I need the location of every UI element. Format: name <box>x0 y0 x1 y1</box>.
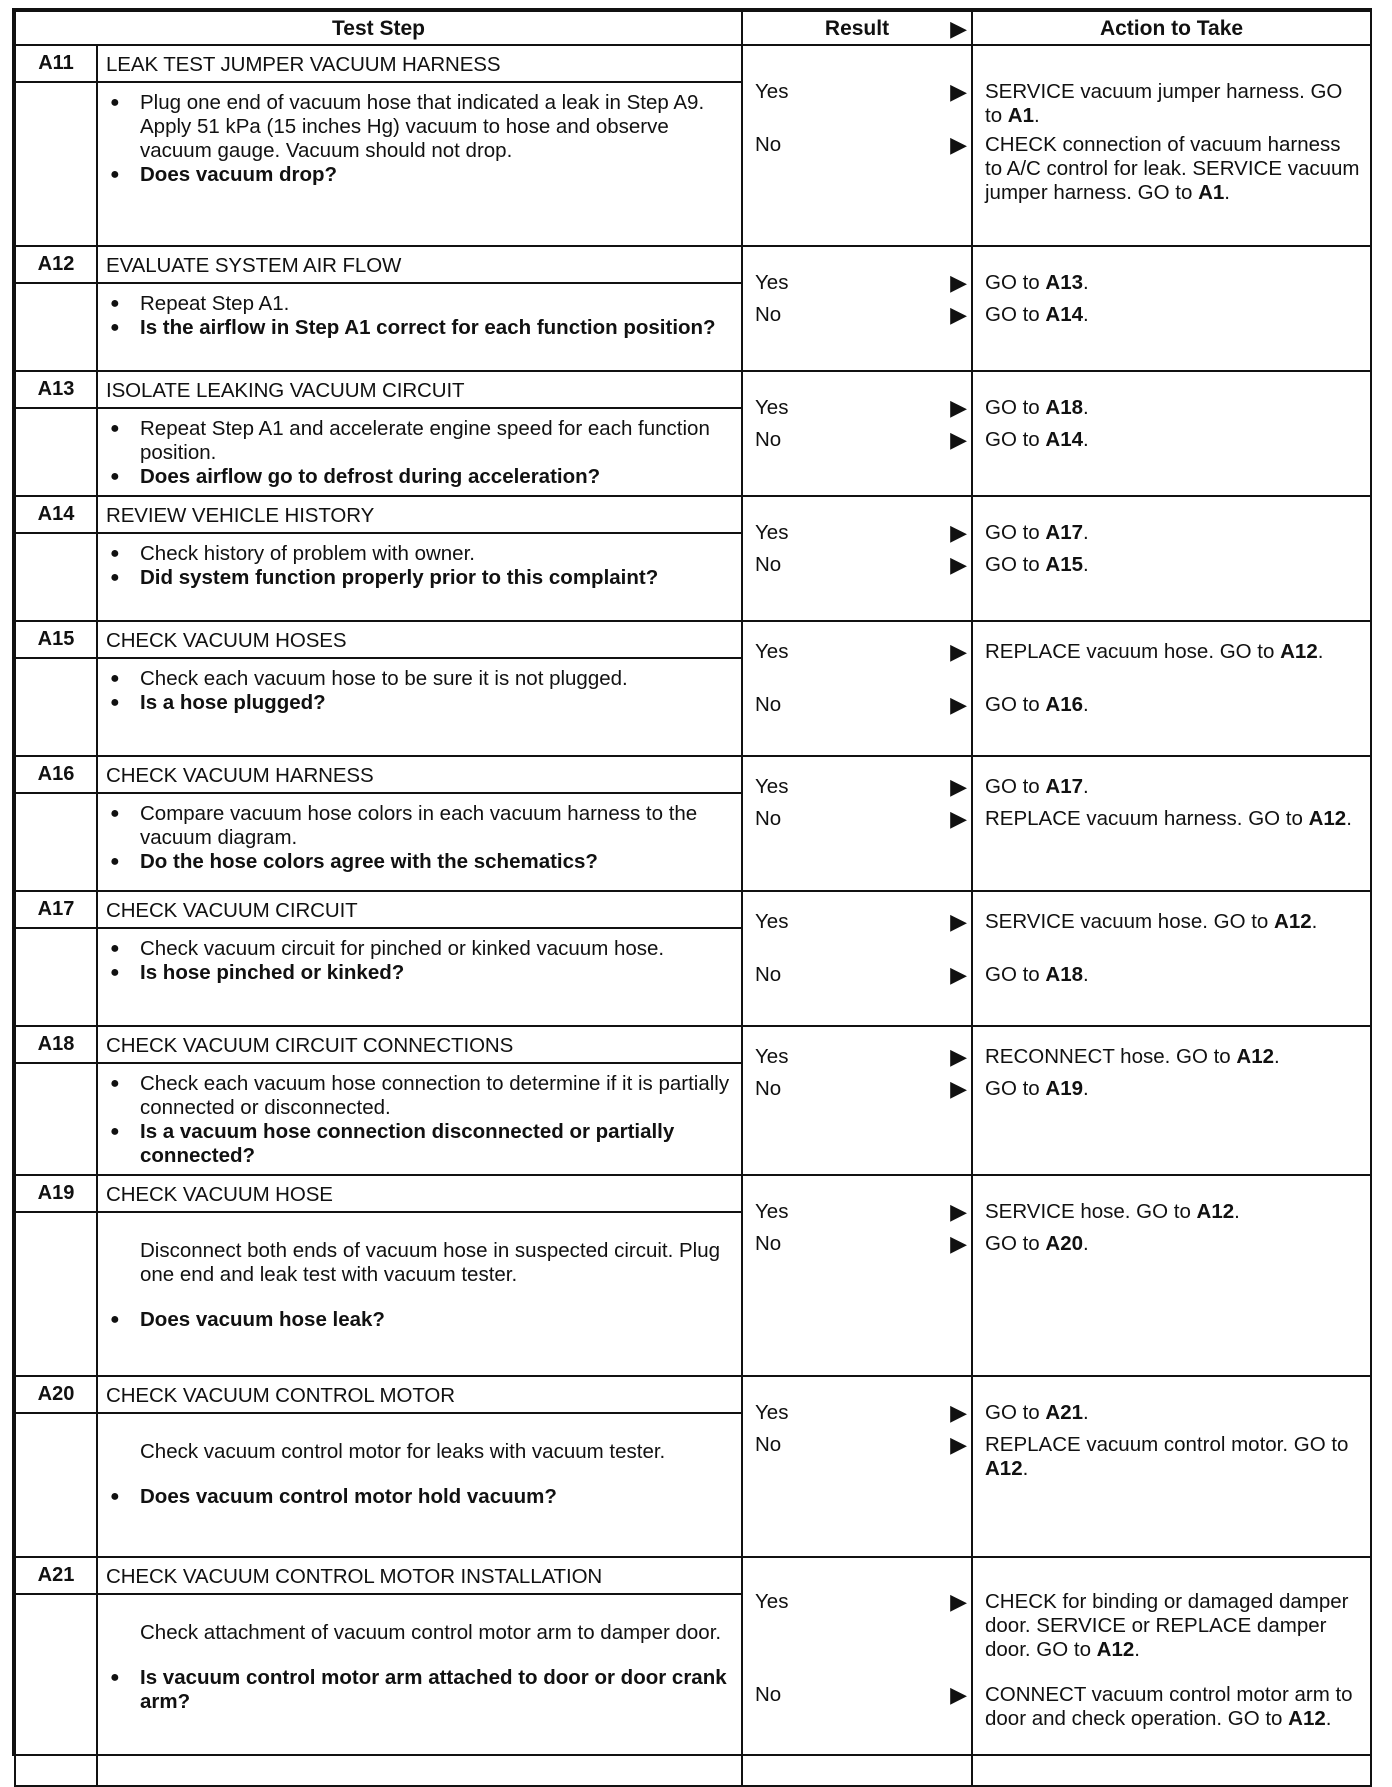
action-cell <box>972 891 1371 1026</box>
action-text <box>973 1590 1370 1662</box>
step-id: A16 <box>15 756 97 793</box>
result-cell <box>742 1376 972 1557</box>
diagnostic-table <box>12 8 1372 1756</box>
action-instruction: GO to <box>985 396 1046 419</box>
action-goto-ref: A13 <box>1045 271 1083 294</box>
header-result <box>742 11 972 45</box>
action-goto-ref: A16 <box>1045 693 1083 716</box>
action-text <box>973 80 1370 128</box>
action-instruction: SERVICE hose. GO to <box>985 1200 1197 1223</box>
result-yes <box>743 775 971 799</box>
arrow-right-icon: ▶ <box>950 302 967 327</box>
bullet-item: ● Is a vacuum hose connection disconnected or partially connected? <box>140 1120 731 1168</box>
step-title: CHECK VACUUM HOSES <box>97 621 742 658</box>
result-label: No <box>755 1077 782 1100</box>
step-header-row <box>15 45 1371 82</box>
result-label: No <box>755 693 782 716</box>
action-tail: . <box>1083 396 1089 419</box>
result-yes <box>743 1200 971 1224</box>
arrow-right-icon: ▶ <box>950 639 967 664</box>
action-instruction: GO to <box>985 428 1046 451</box>
action-tail: . <box>1134 1638 1140 1661</box>
bullet-item: ● Plug one end of vacuum hose that indicated a leak in Step A9. Apply 51 kPa (15 inches Hg) vacuum to hose and observe vacuum gauge. Vacuum should not drop. <box>140 91 731 163</box>
step-title: CHECK VACUUM CIRCUIT CONNECTIONS <box>97 1026 742 1063</box>
action-tail: . <box>1083 1401 1089 1424</box>
arrow-right-icon: ▶ <box>950 395 967 420</box>
step-spacer <box>15 658 97 756</box>
action-goto-ref: A21 <box>1045 1401 1083 1424</box>
action-instruction: REPLACE vacuum harness. GO to <box>985 807 1309 830</box>
result-yes <box>743 1045 971 1069</box>
arrow-right-icon: ▶ <box>950 909 967 934</box>
arrow-right-icon: ▶ <box>950 1432 967 1457</box>
action-text <box>973 807 1370 831</box>
header-row <box>15 11 1371 45</box>
result-label: No <box>755 133 782 156</box>
action-tail: . <box>1034 104 1040 127</box>
step-spacer <box>15 928 97 1026</box>
action-goto-ref: A1 <box>1198 181 1225 204</box>
arrow-right-icon: ▶ <box>950 1400 967 1425</box>
result-no <box>743 553 971 577</box>
action-instruction: GO to <box>985 303 1046 326</box>
result-cell <box>742 45 972 246</box>
action-text <box>973 1401 1370 1425</box>
result-no <box>743 303 971 327</box>
action-tail: . <box>1346 807 1352 830</box>
step-title: REVIEW VEHICLE HISTORY <box>97 496 742 533</box>
arrow-right-icon: ▶ <box>950 79 967 104</box>
header-action: Action to Take <box>972 11 1371 45</box>
step-id: A15 <box>15 621 97 658</box>
action-text <box>973 1200 1370 1224</box>
action-text <box>973 1433 1370 1481</box>
result-cell <box>742 891 972 1026</box>
action-tail: . <box>1083 303 1089 326</box>
arrow-right-icon: ▶ <box>950 1682 967 1707</box>
bullet-item: ● Does airflow go to defrost during acceleration? <box>140 465 731 489</box>
arrow-right-icon: ▶ <box>950 270 967 295</box>
step-spacer <box>15 1212 97 1376</box>
result-no <box>743 807 971 831</box>
result-label: Yes <box>755 1590 789 1613</box>
action-instruction: CHECK for binding or damaged damper door. SERVICE or REPLACE damper door. GO to <box>985 1590 1349 1661</box>
header-test-step: Test Step <box>15 11 742 45</box>
action-text <box>973 1232 1370 1256</box>
step-id: A13 <box>15 371 97 408</box>
action-tail: . <box>1083 775 1089 798</box>
step-id: A17 <box>15 891 97 928</box>
result-no <box>743 1683 971 1707</box>
bullet-item: ● Check history of problem with owner. <box>140 542 731 566</box>
action-text <box>973 775 1370 799</box>
result-no <box>743 1077 971 1101</box>
result-yes <box>743 910 971 934</box>
result-cell <box>742 496 972 621</box>
action-text <box>973 428 1370 452</box>
step-title: EVALUATE SYSTEM AIR FLOW <box>97 246 742 283</box>
result-yes <box>743 1401 971 1425</box>
result-yes <box>743 1590 971 1614</box>
action-text <box>973 553 1370 577</box>
procedure-text: Check vacuum control motor for leaks with vacuum tester. <box>140 1440 666 1463</box>
arrow-right-icon: ▶ <box>950 520 967 545</box>
step-header-row <box>15 756 1371 793</box>
result-no <box>743 963 971 987</box>
action-text <box>973 133 1370 205</box>
step-id: A12 <box>15 246 97 283</box>
action-tail: . <box>1083 521 1089 544</box>
result-label: Yes <box>755 521 789 544</box>
arrow-right-icon: ▶ <box>950 132 967 157</box>
action-cell <box>972 246 1371 371</box>
action-instruction: GO to <box>985 693 1046 716</box>
action-goto-ref: A14 <box>1045 428 1083 451</box>
step-title: LEAK TEST JUMPER VACUUM HARNESS <box>97 45 742 82</box>
step-procedure <box>97 1212 742 1376</box>
bullet-item: ● Is hose pinched or kinked? <box>140 961 731 985</box>
arrow-right-icon: ▶ <box>950 16 967 41</box>
result-label: Yes <box>755 396 789 419</box>
step-title: CHECK VACUUM CIRCUIT <box>97 891 742 928</box>
action-text <box>973 963 1370 987</box>
bullet-item: ● Repeat Step A1. <box>140 292 731 316</box>
result-label: Yes <box>755 1401 789 1424</box>
step-header-row <box>15 1026 1371 1063</box>
step-spacer <box>15 1063 97 1175</box>
action-tail: . <box>1325 1707 1332 1730</box>
action-goto-ref: A12 <box>1096 1638 1135 1661</box>
header-result-label: Result <box>824 17 890 40</box>
result-no <box>743 428 971 452</box>
result-label: Yes <box>755 910 789 933</box>
step-spacer <box>15 793 97 891</box>
step-spacer <box>15 1413 97 1557</box>
arrow-right-icon: ▶ <box>950 1044 967 1069</box>
action-goto-ref: A17 <box>1045 775 1083 798</box>
result-label: No <box>755 963 782 986</box>
action-text <box>973 303 1370 327</box>
result-yes <box>743 521 971 545</box>
action-goto-ref: A19 <box>1045 1077 1083 1100</box>
action-tail: . <box>1083 1077 1089 1100</box>
step-title: CHECK VACUUM HARNESS <box>97 756 742 793</box>
step-id: A19 <box>15 1175 97 1212</box>
action-tail: . <box>1083 693 1089 716</box>
action-goto-ref: A18 <box>1045 396 1083 419</box>
result-label: No <box>755 1433 782 1456</box>
action-tail: . <box>1083 553 1089 576</box>
action-instruction: SERVICE vacuum hose. GO to <box>985 910 1275 933</box>
action-text <box>973 1045 1370 1069</box>
result-label: Yes <box>755 640 789 663</box>
step-title: CHECK VACUUM HOSE <box>97 1175 742 1212</box>
result-cell <box>742 1557 972 1786</box>
action-tail: . <box>1083 1232 1089 1255</box>
action-instruction: RECONNECT hose. GO to <box>985 1045 1237 1068</box>
action-goto-ref: A12 <box>1288 1707 1326 1730</box>
action-goto-ref: A12 <box>1308 807 1347 830</box>
step-title: ISOLATE LEAKING VACUUM CIRCUIT <box>97 371 742 408</box>
action-cell <box>972 45 1371 246</box>
action-instruction: GO to <box>985 521 1046 544</box>
bullet-item: ● Is a hose plugged? <box>140 691 731 715</box>
action-text <box>973 396 1370 420</box>
arrow-right-icon: ▶ <box>950 1076 967 1101</box>
action-cell <box>972 1026 1371 1175</box>
action-cell <box>972 756 1371 891</box>
action-instruction: GO to <box>985 271 1046 294</box>
arrow-right-icon: ▶ <box>950 427 967 452</box>
action-goto-ref: A12 <box>1274 910 1312 933</box>
bullet-item: ● Compare vacuum hose colors in each vacuum harness to the vacuum diagram. <box>140 802 731 850</box>
action-tail: . <box>1083 428 1089 451</box>
procedure-text: Check attachment of vacuum control motor arm to damper door. <box>140 1621 722 1644</box>
result-no <box>743 1433 971 1457</box>
result-cell <box>742 1175 972 1376</box>
action-goto-ref: A17 <box>1045 521 1083 544</box>
action-goto-ref: A12 <box>1196 1200 1235 1223</box>
step-header-row <box>15 371 1371 408</box>
action-cell <box>972 371 1371 496</box>
result-yes <box>743 271 971 295</box>
result-yes <box>743 640 971 664</box>
action-instruction: GO to <box>985 775 1046 798</box>
result-label: No <box>755 1232 782 1255</box>
action-text <box>973 640 1370 664</box>
step-id: A11 <box>15 45 97 82</box>
action-tail: . <box>1083 963 1089 986</box>
result-cell <box>742 756 972 891</box>
step-procedure <box>97 1594 742 1786</box>
action-instruction: REPLACE vacuum control motor. GO to <box>985 1433 1349 1456</box>
bullet-item: ● Does vacuum hose leak? <box>140 1308 731 1332</box>
action-tail: . <box>1083 271 1089 294</box>
arrow-right-icon: ▶ <box>950 806 967 831</box>
step-id: A20 <box>15 1376 97 1413</box>
step-header-row <box>15 496 1371 533</box>
step-spacer <box>15 533 97 621</box>
bullet-item: ● Check each vacuum hose to be sure it is not plugged. <box>140 667 731 691</box>
arrow-right-icon: ▶ <box>950 552 967 577</box>
arrow-right-icon: ▶ <box>950 774 967 799</box>
result-no <box>743 693 971 717</box>
action-instruction: GO to <box>985 1401 1046 1424</box>
action-tail: . <box>1317 640 1324 663</box>
step-spacer <box>15 408 97 496</box>
result-no <box>743 1232 971 1256</box>
step-spacer <box>15 1594 97 1786</box>
step-header-row <box>15 1376 1371 1413</box>
bullet-item: ● Check each vacuum hose connection to determine if it is partially connected or disconnected. <box>140 1072 731 1120</box>
action-goto-ref: A12 <box>1280 640 1318 663</box>
action-instruction: SERVICE vacuum jumper harness. GO to <box>985 80 1343 127</box>
result-label: Yes <box>755 1200 789 1223</box>
bullet-item: ● Check vacuum circuit for pinched or kinked vacuum hose. <box>140 937 731 961</box>
result-cell <box>742 246 972 371</box>
result-label: Yes <box>755 1045 789 1068</box>
step-spacer <box>15 283 97 371</box>
arrow-right-icon: ▶ <box>950 692 967 717</box>
step-procedure <box>97 408 742 496</box>
result-label: No <box>755 1683 782 1706</box>
action-text <box>973 1683 1370 1731</box>
action-cell <box>972 1376 1371 1557</box>
action-tail: . <box>1022 1457 1029 1480</box>
arrow-right-icon: ▶ <box>950 1589 967 1614</box>
bullet-item: ● Do the hose colors agree with the schematics? <box>140 850 731 874</box>
result-yes <box>743 396 971 420</box>
step-header-row <box>15 1175 1371 1212</box>
step-procedure <box>97 928 742 1026</box>
result-label: No <box>755 807 782 830</box>
action-goto-ref: A12 <box>985 1457 1023 1480</box>
step-title: CHECK VACUUM CONTROL MOTOR INSTALLATION <box>97 1557 742 1594</box>
bullet-item: ● Repeat Step A1 and accelerate engine speed for each function position. <box>140 417 731 465</box>
result-cell <box>742 1026 972 1175</box>
step-header-row <box>15 891 1371 928</box>
step-header-row <box>15 246 1371 283</box>
action-goto-ref: A20 <box>1045 1232 1083 1255</box>
bullet-item: ● Does vacuum control motor hold vacuum? <box>140 1485 731 1509</box>
step-procedure <box>97 658 742 756</box>
result-label: No <box>755 303 782 326</box>
step-id: A21 <box>15 1557 97 1594</box>
step-procedure <box>97 82 742 246</box>
step-spacer <box>15 82 97 246</box>
result-label: No <box>755 428 782 451</box>
action-instruction: CONNECT vacuum control motor arm to door and check operation. GO to <box>985 1683 1353 1730</box>
arrow-right-icon: ▶ <box>950 1231 967 1256</box>
arrow-right-icon: ▶ <box>950 1199 967 1224</box>
result-yes <box>743 80 971 104</box>
action-cell <box>972 496 1371 621</box>
action-tail: . <box>1311 910 1318 933</box>
action-goto-ref: A1 <box>1007 104 1035 127</box>
step-title: CHECK VACUUM CONTROL MOTOR <box>97 1376 742 1413</box>
action-instruction: REPLACE vacuum hose. GO to <box>985 640 1281 663</box>
result-label: Yes <box>755 775 789 798</box>
action-text <box>973 910 1370 934</box>
action-instruction: GO to <box>985 553 1046 576</box>
action-text <box>973 693 1370 717</box>
bullet-item: ● Does vacuum drop? <box>140 163 731 187</box>
result-label: Yes <box>755 271 789 294</box>
action-text <box>973 521 1370 545</box>
step-procedure <box>97 1413 742 1557</box>
action-text <box>973 271 1370 295</box>
bullet-item: ● Did system function properly prior to this complaint? <box>140 566 731 590</box>
test-step-table <box>14 10 1372 1787</box>
action-instruction: GO to <box>985 1232 1046 1255</box>
step-procedure <box>97 283 742 371</box>
action-instruction: GO to <box>985 1077 1046 1100</box>
result-cell <box>742 371 972 496</box>
action-cell <box>972 1557 1371 1786</box>
action-goto-ref: A18 <box>1045 963 1083 986</box>
step-id: A18 <box>15 1026 97 1063</box>
result-label: No <box>755 553 782 576</box>
procedure-text: Disconnect both ends of vacuum hose in suspected circuit. Plug one end and leak test with vacuum tester. <box>140 1239 721 1286</box>
action-tail: . <box>1234 1200 1240 1223</box>
result-no <box>743 133 971 157</box>
action-goto-ref: A14 <box>1045 303 1083 326</box>
action-cell <box>972 1175 1371 1376</box>
action-tail: . <box>1274 1045 1280 1068</box>
step-procedure <box>97 533 742 621</box>
action-goto-ref: A15 <box>1045 553 1083 576</box>
result-cell <box>742 621 972 756</box>
action-tail: . <box>1224 181 1230 204</box>
step-id: A14 <box>15 496 97 533</box>
action-cell <box>972 621 1371 756</box>
step-procedure <box>97 1063 742 1175</box>
bullet-item: ● Is the airflow in Step A1 correct for each function position? <box>140 316 731 340</box>
step-header-row <box>15 1557 1371 1594</box>
arrow-right-icon: ▶ <box>950 962 967 987</box>
action-instruction: CHECK connection of vacuum harness to A/C control for leak. SERVICE vacuum jumper harness. GO to <box>985 133 1360 204</box>
action-instruction: GO to <box>985 963 1046 986</box>
action-goto-ref: A12 <box>1236 1045 1274 1068</box>
step-header-row <box>15 621 1371 658</box>
action-text <box>973 1077 1370 1101</box>
result-label: Yes <box>755 80 789 103</box>
bullet-item: ● Is vacuum control motor arm attached to door or door crank arm? <box>140 1666 731 1714</box>
step-procedure <box>97 793 742 891</box>
